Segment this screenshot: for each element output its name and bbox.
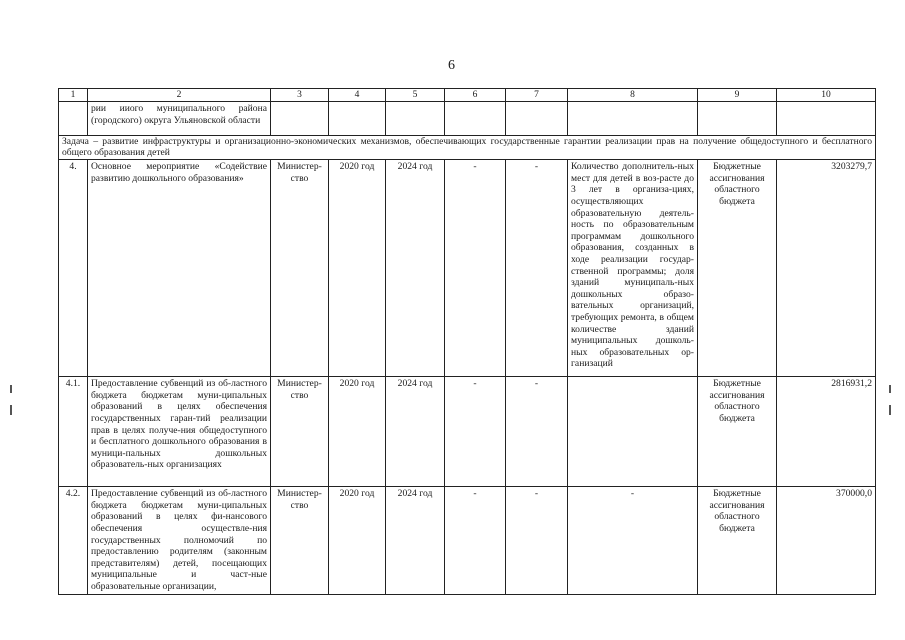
column-number: 2	[88, 89, 271, 102]
scan-mark	[889, 385, 891, 393]
executor: Министер-ство	[271, 377, 329, 487]
col6-value: -	[445, 377, 506, 487]
column-number: 4	[329, 89, 386, 102]
activity-name: Предоставление субвенций из об-ластного бюджета бюджетам муни-ципальных образований в целях обеспечения государственных гаран-тий реализации прав в целях получе-ния общедоступного и бесплатного дошкольного образования в муници-пальных дошкольных образователь-ных организациях	[88, 377, 271, 487]
column-number: 3	[271, 89, 329, 102]
page-number: 6	[448, 58, 455, 73]
column-number: 1	[59, 89, 88, 102]
column-number: 5	[386, 89, 445, 102]
end-year: 2024 год	[386, 160, 445, 377]
indicator-text: -	[568, 487, 698, 594]
funding-amount: 3203279,7	[777, 160, 876, 377]
executor: Министер-ство	[271, 160, 329, 377]
col6-value: -	[445, 487, 506, 594]
start-year: 2020 год	[329, 377, 386, 487]
col7-value: -	[506, 160, 568, 377]
table-row	[59, 377, 876, 487]
executor: Министер-ство	[271, 487, 329, 594]
funding-source: Бюджетные ассигнования областного бюджета	[698, 160, 777, 377]
column-number: 8	[568, 89, 698, 102]
table-row	[59, 160, 876, 377]
funding-source: Бюджетные ассигнования областного бюджета	[698, 487, 777, 594]
funding-source: Бюджетные ассигнования областного бюджета	[698, 377, 777, 487]
start-year: 2020 год	[329, 487, 386, 594]
table-row	[59, 487, 876, 594]
column-number: 7	[506, 89, 568, 102]
activity-name: Предоставление субвенций из об-ластного бюджета бюджетам муни-ципальных образований в целях фи-нансового обеспечения осуществле-ния государственных полномочий по предоставлению родителям (законным представителям) детей, посещающих муниципальные и част-ные образовательные организации,	[88, 487, 271, 594]
continued-text: рии ииого муниципального района (городского) округа Ульяновской области	[88, 102, 271, 136]
table-row	[59, 102, 876, 136]
column-number-row	[59, 89, 876, 102]
col7-value: -	[506, 487, 568, 594]
scan-mark	[10, 385, 12, 393]
activity-name: Основное мероприятие «Содействие развитию дошкольного образования»	[88, 160, 271, 377]
start-year: 2020 год	[329, 160, 386, 377]
funding-amount: 370000,0	[777, 487, 876, 594]
end-year: 2024 год	[386, 377, 445, 487]
end-year: 2024 год	[386, 487, 445, 594]
column-number: 6	[445, 89, 506, 102]
funding-amount: 2816931,2	[777, 377, 876, 487]
row-number: 4.2.	[59, 487, 88, 594]
column-number: 9	[698, 89, 777, 102]
indicator-text: Количество дополнитель-ных мест для детей в воз-расте до 3 лет в организа-циях, осуществляющих образовательную деятель-ность по образовательным программам дошкольного образования, созданных в ходе реализации государ-ственной программы; доля зданий муниципаль-ных дошкольных образо-вательных организаций, требующих ремонта, в общем количестве зданий муниципальных дошколь-ных образовательных ор-ганизаций	[568, 160, 698, 377]
activities-table	[58, 88, 876, 595]
row-number: 4.1.	[59, 377, 88, 487]
row-number: 4.	[59, 160, 88, 377]
col6-value: -	[445, 160, 506, 377]
scan-mark	[889, 405, 891, 415]
column-number: 10	[777, 89, 876, 102]
task-text: Задача – развитие инфраструктуры и организационно-экономических механизмов, обеспечивающих государственные гарантии реализации прав на получение общедоступного и бесплатного общего образования детей	[59, 136, 876, 160]
indicator-text	[568, 377, 698, 487]
task-row	[59, 136, 876, 160]
scan-mark	[10, 405, 12, 415]
col7-value: -	[506, 377, 568, 487]
